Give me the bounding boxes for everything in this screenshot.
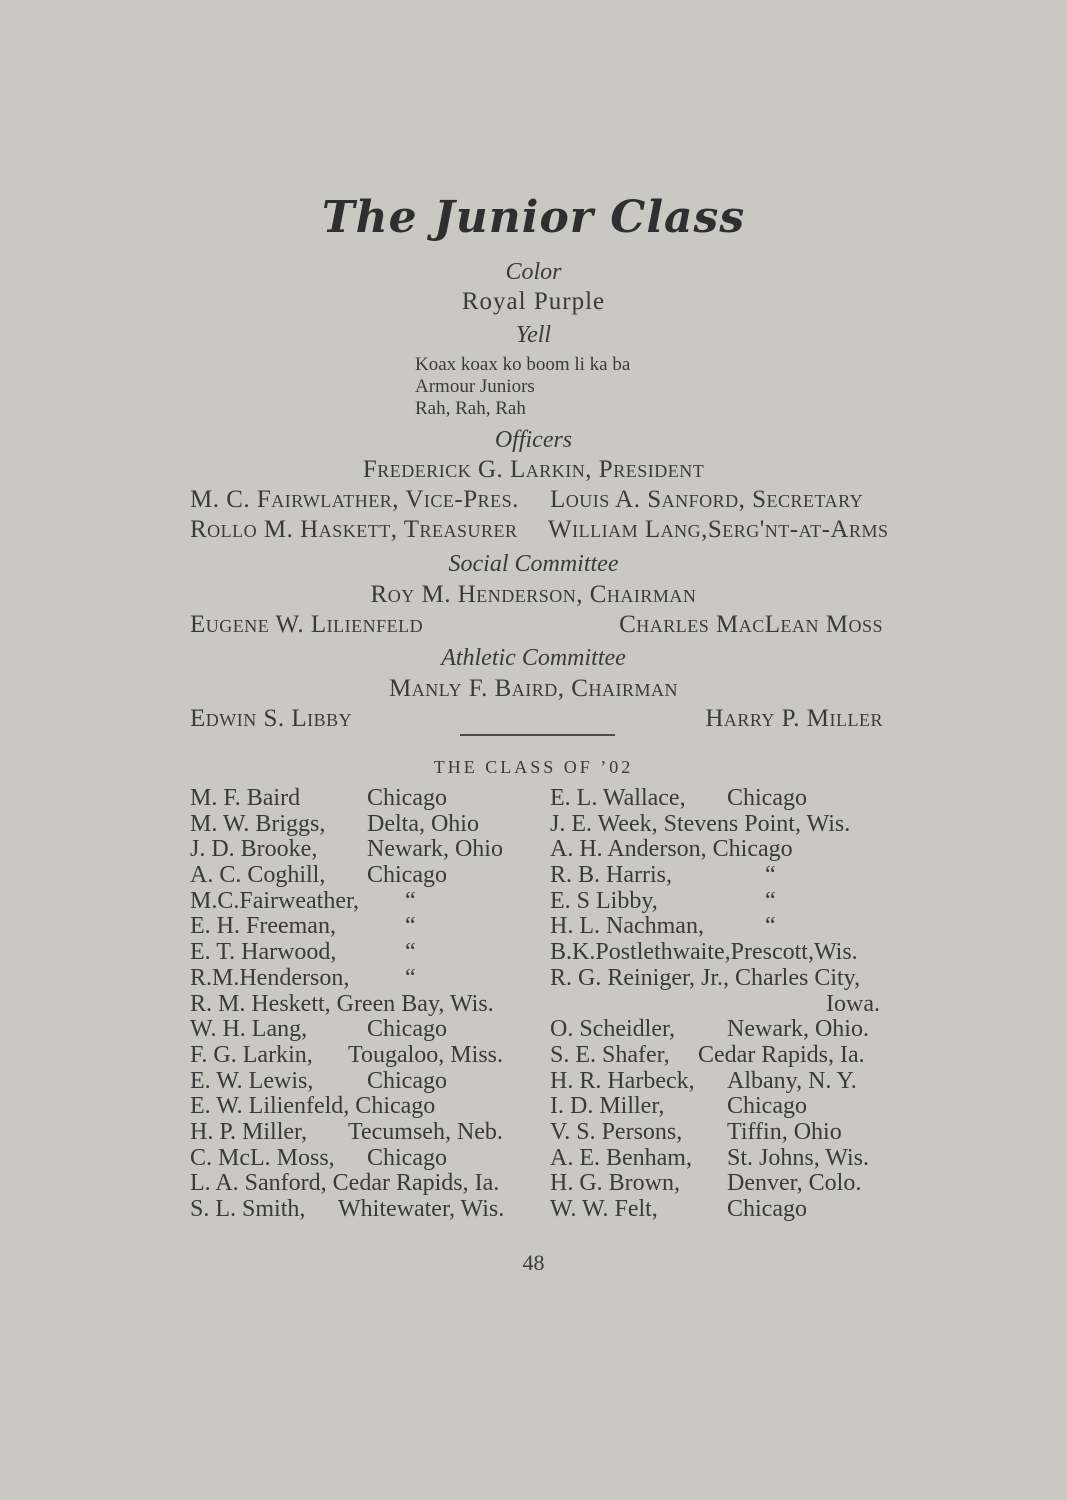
member-row — [190, 889, 530, 915]
member-city: Newark, Ohio. — [727, 1016, 869, 1043]
member-city: Chicago — [367, 1016, 447, 1043]
member-row — [190, 786, 530, 812]
member-city: Cedar Rapids, Ia. — [698, 1041, 865, 1068]
member-city: St. Johns, Wis. — [727, 1144, 869, 1171]
member-name: C. McL. Moss, — [190, 1144, 335, 1171]
member-row — [190, 940, 530, 966]
member-row — [550, 1120, 890, 1146]
member-row — [190, 863, 530, 889]
ditto-mark: “ — [405, 913, 416, 940]
ditto-mark: “ — [765, 913, 776, 940]
member-name: V. S. Persons, — [550, 1118, 683, 1145]
member-row — [550, 863, 890, 889]
member-name: R. G. Reiniger, Jr., Charles City, — [550, 964, 861, 991]
member-row — [190, 992, 530, 1018]
athletic-committee-chairman: Manly F. Baird, Chairman — [389, 675, 678, 702]
member-name: M. W. Briggs, — [190, 810, 326, 837]
section-divider — [460, 734, 615, 736]
officer-vice-president: M. C. Fairwlather, Vice-Pres. — [190, 486, 519, 513]
athletic-committee-member-left: Edwin S. Libby — [190, 705, 353, 732]
member-row — [550, 1069, 890, 1095]
member-name: E. S Libby, — [550, 887, 658, 914]
member-city: Tiffin, Ohio — [727, 1118, 842, 1145]
member-row — [550, 1017, 890, 1043]
class-heading: THE CLASS OF ’02 — [433, 757, 634, 777]
member-city: Denver, Colo. — [727, 1170, 862, 1197]
member-name: E. L. Wallace, — [550, 785, 686, 811]
member-name: E. T. Harwood, — [190, 939, 337, 966]
member-city: Delta, Ohio — [367, 810, 479, 837]
ditto-mark: “ — [765, 862, 776, 889]
social-committee-member-left: Eugene W. Lilienfeld — [190, 611, 424, 638]
officer-president: Frederick G. Larkin, President — [362, 456, 705, 483]
member-row — [190, 1017, 530, 1043]
member-name: L. A. Sanford, Cedar Rapids, Ia. — [190, 1170, 500, 1197]
member-name: W. H. Lang, — [190, 1016, 308, 1043]
member-city: Tecumseh, Neb. — [348, 1118, 503, 1145]
member-row — [190, 1171, 530, 1197]
members-left-column — [190, 786, 530, 1223]
member-name: A. E. Benham, — [550, 1144, 692, 1171]
member-row — [550, 1094, 890, 1120]
member-name: R. B. Harris, — [550, 862, 672, 889]
member-city: Whitewater, Wis. — [338, 1196, 505, 1222]
color-value: Royal Purple — [461, 288, 606, 315]
athletic-committee-heading: Athletic Committee — [441, 645, 626, 671]
member-row — [190, 837, 530, 863]
ditto-mark: “ — [765, 887, 776, 914]
member-city: Chicago — [727, 1093, 807, 1120]
member-name: I. D. Miller, — [550, 1093, 665, 1120]
yell-line-3: Rah, Rah, Rah — [415, 398, 526, 419]
members-right-column — [550, 786, 890, 1223]
member-row — [550, 812, 890, 838]
member-row — [550, 837, 890, 863]
officer-sergeant: William Lang,Serg'nt-at-Arms — [548, 516, 889, 543]
member-row — [190, 1197, 530, 1223]
member-row — [190, 1043, 530, 1069]
member-name: S. E. Shafer, — [550, 1041, 670, 1068]
member-row — [190, 966, 530, 992]
member-name: E. W. Lilienfeld, Chicago — [190, 1093, 436, 1120]
member-name: J. E. Week, Stevens Point, Wis. — [550, 810, 851, 837]
member-name: S. L. Smith, — [190, 1196, 306, 1222]
member-name: A. C. Coghill, — [190, 862, 326, 889]
member-row — [550, 889, 890, 915]
member-city: Chicago — [367, 862, 447, 889]
page-number: 48 — [522, 1250, 545, 1275]
ditto-mark: “ — [405, 964, 416, 991]
color-heading: Color — [505, 259, 562, 285]
member-city: Chicago — [727, 785, 807, 811]
member-row — [190, 1146, 530, 1172]
member-city: Chicago — [367, 785, 447, 811]
member-city: Chicago — [367, 1067, 447, 1094]
member-row — [550, 1197, 890, 1223]
member-name: R. M. Heskett, Green Bay, Wis. — [190, 990, 494, 1017]
social-committee-member-right: Charles MacLean Moss — [619, 611, 883, 638]
member-row — [550, 1146, 890, 1172]
officers-heading: Officers — [494, 427, 573, 453]
member-name: H. L. Nachman, — [550, 913, 704, 940]
member-name: E. W. Lewis, — [190, 1067, 314, 1094]
member-name: M.C.Fairweather, — [190, 887, 359, 914]
member-name: H. G. Brown, — [550, 1170, 680, 1197]
member-row — [190, 914, 530, 940]
member-name: H. P. Miller, — [190, 1118, 308, 1145]
officer-secretary: Louis A. Sanford, Secretary — [550, 486, 864, 513]
member-row — [550, 1043, 890, 1069]
member-row — [190, 1120, 530, 1146]
member-row — [550, 966, 890, 992]
member-row — [550, 914, 890, 940]
social-committee-chairman: Roy M. Henderson, Chairman — [370, 581, 697, 608]
member-city: Newark, Ohio — [367, 836, 503, 863]
member-city: Iowa. — [826, 990, 880, 1017]
ditto-mark: “ — [405, 887, 416, 914]
member-row — [190, 812, 530, 838]
member-name: R.M.Henderson, — [190, 964, 350, 991]
member-name: W. W. Felt, — [550, 1196, 658, 1222]
member-row — [190, 1094, 530, 1120]
member-row — [190, 1069, 530, 1095]
member-name: H. R. Harbeck, — [550, 1067, 695, 1094]
yell-heading: Yell — [515, 322, 552, 348]
page-title: The Junior Class — [321, 192, 746, 243]
member-city: Albany, N. Y. — [727, 1067, 857, 1094]
member-name: B.K.Postlethwaite,Prescott,Wis. — [550, 939, 858, 966]
officer-treasurer: Rollo M. Haskett, Treasurer — [190, 516, 518, 543]
yell-line-1: Koax koax ko boom li ka ba — [415, 354, 631, 375]
member-row — [550, 992, 890, 1018]
member-row — [550, 786, 890, 812]
member-name: M. F. Baird — [190, 785, 301, 811]
ditto-mark: “ — [405, 939, 416, 966]
athletic-committee-member-right: Harry P. Miller — [705, 705, 883, 732]
member-name: F. G. Larkin, — [190, 1041, 313, 1068]
member-name: E. H. Freeman, — [190, 913, 336, 940]
member-row — [550, 940, 890, 966]
member-name: J. D. Brooke, — [190, 836, 318, 863]
member-row — [550, 1171, 890, 1197]
member-name: A. H. Anderson, Chicago — [550, 836, 793, 863]
yell-line-2: Armour Juniors — [415, 376, 535, 397]
member-city: Chicago — [727, 1196, 807, 1222]
social-committee-heading: Social Committee — [448, 551, 619, 577]
member-city: Chicago — [367, 1144, 447, 1171]
member-name: O. Scheidler, — [550, 1016, 676, 1043]
member-city: Tougaloo, Miss. — [348, 1041, 503, 1068]
